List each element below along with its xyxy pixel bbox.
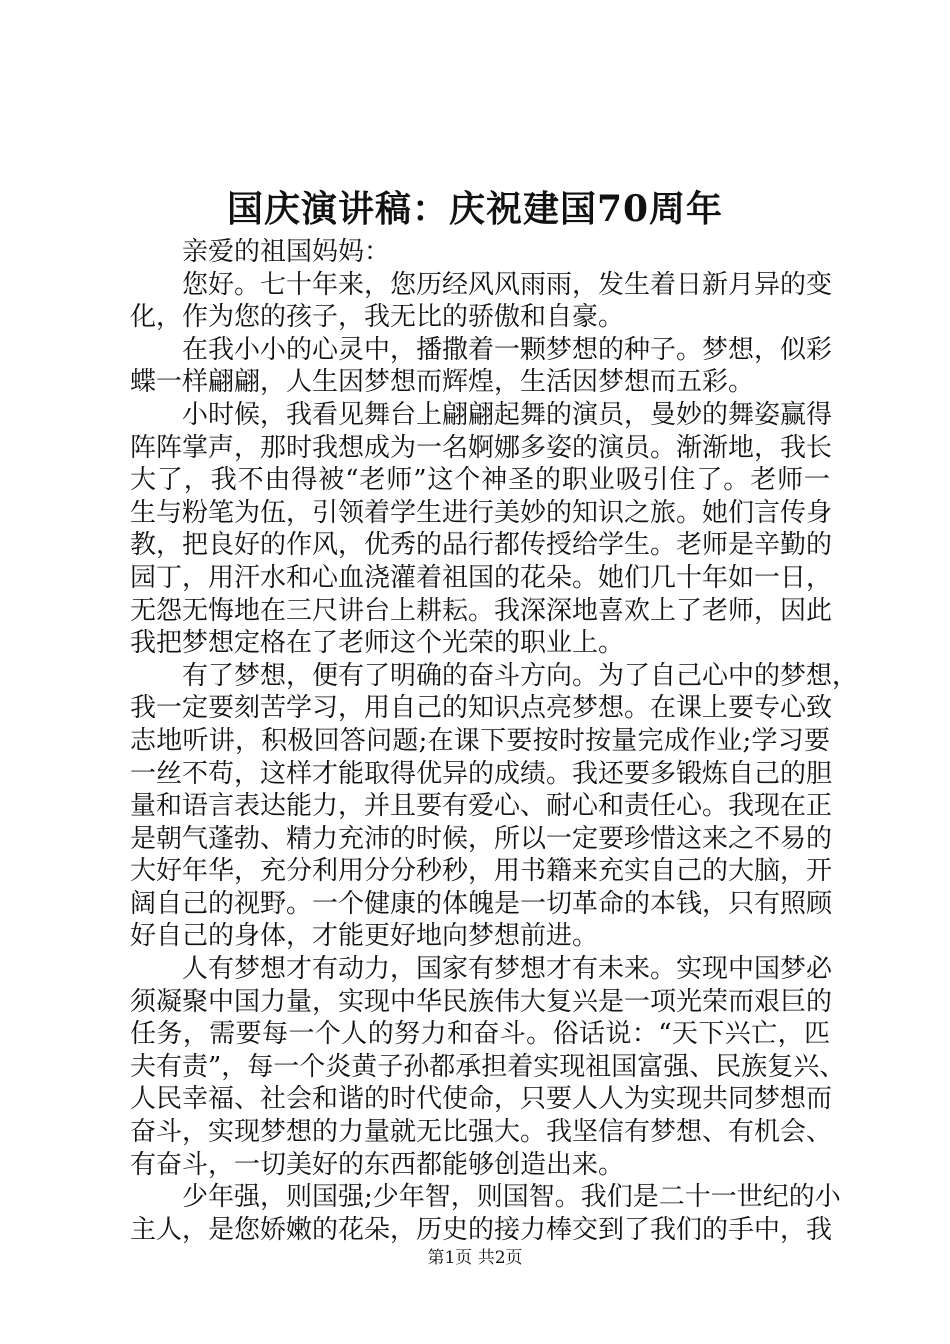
document-title: 国庆演讲稿：庆祝建国70周年 <box>226 188 724 230</box>
paragraph-line: 您好。七十年来，您历经风风雨雨，发生着日新月异的变 <box>182 269 833 300</box>
paragraph-line: 须凝聚中国力量，实现中华民族伟大复兴是一项光荣而艰巨的 <box>130 986 833 1017</box>
paragraph-line: 园丁，用汗水和心血浇灌着祖国的花朵。她们几十年如一日， <box>130 562 833 593</box>
salutation-line: 亲爱的祖国妈妈： <box>182 237 391 267</box>
paragraph-line: 志地听讲，积极回答问题;在课下要按时按量完成作业;学习要 <box>130 725 830 756</box>
paragraph-line: 阵阵掌声，那时我想成为一名婀娜多姿的演员。渐渐地，我长 <box>130 432 833 463</box>
paragraph-line: 阔自己的视野。一个健康的体魄是一切革命的本钱，只有照顾 <box>130 888 833 919</box>
paragraph-line: 夫有责”，每一个炎黄子孙都承担着实现祖国富强、民族复兴、 <box>130 1051 846 1082</box>
paragraph-line: 我一定要刻苦学习，用自己的知识点亮梦想。在课上要专心致 <box>130 693 833 724</box>
paragraph-line: 化，作为您的孩子，我无比的骄傲和自豪。 <box>130 302 625 333</box>
paragraph-line: 无怨无悔地在三尺讲台上耕耘。我深深地喜欢上了老师，因此 <box>130 595 833 626</box>
paragraph-line: 在我小小的心灵中，播撒着一颗梦想的种子。梦想，似彩 <box>182 334 833 365</box>
paragraph-line: 我把梦想定格在了老师这个光荣的职业上。 <box>130 628 625 659</box>
paragraph-line: 小时候，我看见舞台上翩翩起舞的演员，曼妙的舞姿赢得 <box>182 399 833 430</box>
paragraph-line: 少年强，则国强;少年智，则国智。我们是二十一世纪的小 <box>182 1182 841 1213</box>
paragraph-line: 是朝气蓬勃、精力充沛的时候，所以一定要珍惜这来之不易的 <box>130 823 833 854</box>
paragraph-line: 人民幸福、社会和谐的时代使命，只要人人为实现共同梦想而 <box>130 1084 833 1115</box>
paragraph-line: 人有梦想才有动力，国家有梦想才有未来。实现中国梦必 <box>182 954 833 985</box>
paragraph-line: 奋斗，实现梦想的力量就无比强大。我坚信有梦想、有机会、 <box>130 1117 833 1148</box>
paragraph-line: 好自己的身体，才能更好地向梦想前进。 <box>130 921 599 952</box>
paragraph-line: 量和语言表达能力，并且要有爱心、耐心和责任心。我现在正 <box>130 791 833 822</box>
document-body <box>130 236 859 1246</box>
paragraph-line: 主人，是您娇嫩的花朵，历史的接力棒交到了我们的手中，我 <box>130 1214 833 1245</box>
paragraph-line: 任务，需要每一个人的努力和奋斗。俗话说：“天下兴亡，匹 <box>130 1019 830 1050</box>
paragraph-line: 蝶一样翩翩，人生因梦想而辉煌，生活因梦想而五彩。 <box>130 367 755 398</box>
paragraph-line: 教，把良好的作风，优秀的品行都传授给学生。老师是辛勤的 <box>130 530 833 561</box>
paragraph-line: 有了梦想，便有了明确的奋斗方向。为了自己心中的梦想， <box>182 660 859 691</box>
paragraph-line: 一丝不苟，这样才能取得优异的成绩。我还要多锻炼自己的胆 <box>130 758 833 789</box>
paragraph-line: 大了，我不由得被“老师”这个神圣的职业吸引住了。老师一 <box>130 465 830 496</box>
paragraph-line: 生与粉笔为伍，引领着学生进行美妙的知识之旅。她们言传身 <box>130 497 833 528</box>
paragraph-line: 有奋斗，一切美好的东西都能够创造出来。 <box>130 1149 625 1180</box>
paragraph-line: 大好年华，充分利用分分秒秒，用书籍来充实自己的大脑，开 <box>130 856 833 887</box>
page-number-footer: 第1页 共2页 <box>427 1248 523 1268</box>
